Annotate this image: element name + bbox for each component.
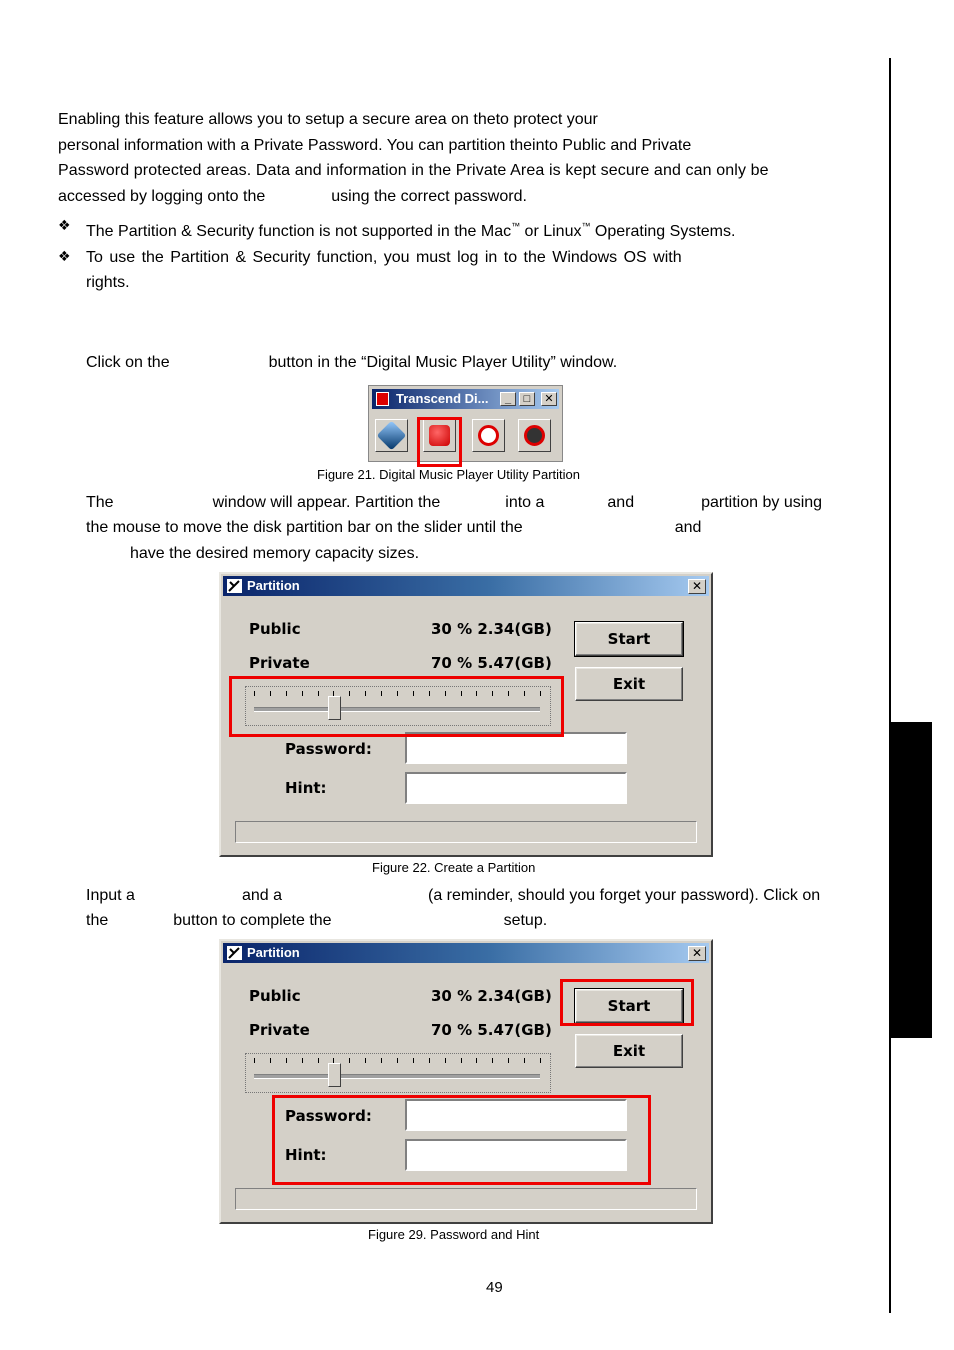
bullet-icon: ❖ bbox=[58, 249, 71, 265]
private-label: Private bbox=[249, 654, 310, 672]
utility-window-title: Transcend Di... bbox=[396, 391, 489, 406]
partition-tool-icon bbox=[227, 946, 242, 960]
slider-tick bbox=[524, 1058, 525, 1063]
status-bar bbox=[235, 1188, 697, 1210]
step2-line1 bbox=[86, 490, 868, 515]
exit-button[interactable]: Exit bbox=[575, 667, 683, 701]
slider-tick bbox=[318, 1058, 319, 1063]
start-button-highlight bbox=[560, 979, 694, 1026]
slider-highlight bbox=[229, 676, 564, 737]
dialog-close-button[interactable]: ✕ bbox=[688, 579, 706, 594]
step3-l1-b: and a bbox=[241, 887, 282, 904]
slider-tick bbox=[397, 1058, 398, 1063]
step3-l2-a: the bbox=[86, 912, 109, 929]
step2-l2-a: the mouse to move the disk partition bar on the slider until the bbox=[86, 519, 523, 536]
slider-tick bbox=[540, 1058, 541, 1063]
slider-tick bbox=[254, 1058, 255, 1063]
figure-22-caption: Figure 22. Create a Partition bbox=[372, 860, 536, 875]
utility-window bbox=[368, 385, 563, 462]
hint-label: Hint: bbox=[285, 779, 327, 797]
slider-tick bbox=[381, 1058, 382, 1063]
slider-tick bbox=[476, 1058, 477, 1063]
figure-29-caption: Figure 29. Password and Hint bbox=[368, 1227, 540, 1242]
slider-tick bbox=[413, 1058, 414, 1063]
slider-tick bbox=[445, 1058, 446, 1063]
step3-l2-c: setup. bbox=[503, 912, 548, 929]
hint-input[interactable] bbox=[405, 772, 627, 804]
slider-thumb[interactable] bbox=[328, 1063, 341, 1087]
minimize-button[interactable]: _ bbox=[500, 392, 516, 406]
step3-l1-c: (a reminder, should you forget your password). Click on bbox=[427, 887, 821, 904]
start-button[interactable]: Start bbox=[575, 622, 683, 656]
partition-tool-icon bbox=[227, 579, 242, 593]
slider-tick bbox=[286, 1058, 287, 1063]
dialog-close-button[interactable]: ✕ bbox=[688, 946, 706, 961]
slider-tick bbox=[302, 1058, 303, 1063]
step2-l1-e: partition by using bbox=[701, 494, 823, 511]
intro-line1-a: Enabling this feature allows you to setup a secure area on the bbox=[58, 111, 496, 128]
utility-title-bar bbox=[372, 389, 559, 409]
status-bar bbox=[235, 821, 697, 843]
step2-l1-b: window will appear. Partition the bbox=[212, 494, 441, 511]
dialog-title-bar bbox=[223, 943, 709, 963]
step2-line3: have the desired memory capacity sizes. bbox=[130, 545, 420, 562]
dialog-title-bar bbox=[223, 576, 709, 596]
password-hint-highlight bbox=[272, 1095, 651, 1185]
step3-line1 bbox=[86, 883, 868, 908]
partition-slider[interactable] bbox=[245, 1053, 551, 1093]
step2-l1-d: and bbox=[607, 494, 635, 511]
intro-line4-b: using the correct password. bbox=[331, 187, 527, 205]
public-label: Public bbox=[249, 987, 301, 1005]
intro-line2-a: personal information with a Private Password. You can partition the bbox=[58, 136, 533, 154]
slider-tick bbox=[365, 1058, 366, 1063]
slider-tick bbox=[492, 1058, 493, 1063]
lock-icon-button[interactable] bbox=[375, 419, 408, 452]
slider-track bbox=[254, 1074, 540, 1079]
close-button[interactable]: ✕ bbox=[541, 392, 557, 406]
step3-line2 bbox=[86, 908, 547, 933]
chapter-side-tab bbox=[891, 722, 932, 1038]
password-label: Password: bbox=[285, 1107, 372, 1125]
maximize-button[interactable]: □ bbox=[519, 392, 535, 406]
private-value: 70 % 5.47(GB) bbox=[431, 654, 552, 672]
note1-text-a: The Partition & Security function is not supported in the Mac bbox=[86, 223, 512, 240]
dialog-title: Partition bbox=[247, 578, 300, 593]
bullet-icon: ❖ bbox=[58, 218, 71, 234]
hint-label: Hint: bbox=[285, 1146, 327, 1164]
step1-text bbox=[86, 350, 617, 375]
intro-paragraph bbox=[58, 107, 868, 209]
step3-l1-a: Input a bbox=[86, 887, 135, 904]
password-label: Password: bbox=[285, 740, 372, 758]
note1-text-c: Operating Systems. bbox=[590, 223, 736, 240]
slider-tick bbox=[270, 1058, 271, 1063]
slider-tick bbox=[508, 1058, 509, 1063]
step2-line2 bbox=[86, 515, 701, 540]
page-right-rule bbox=[889, 58, 891, 1313]
step2-l1-c: into a bbox=[505, 494, 545, 511]
dialog-title: Partition bbox=[247, 945, 300, 960]
intro-line1-b: to protect your bbox=[495, 111, 598, 128]
transcend-app-icon bbox=[376, 392, 389, 406]
start-button[interactable]: Start bbox=[575, 989, 683, 1023]
partition-icon-highlight bbox=[417, 417, 462, 467]
page-number: 49 bbox=[486, 1279, 503, 1296]
step2-l2-b: and bbox=[674, 519, 702, 536]
public-value: 30 % 2.34(GB) bbox=[431, 987, 552, 1005]
slider-tick bbox=[429, 1058, 430, 1063]
intro-line3: Password protected areas. Data and information in the Private Area is kept secure and can only be bbox=[58, 162, 769, 179]
trademark-mac: ™ bbox=[511, 221, 521, 231]
note1-text-b: or Linux bbox=[520, 223, 582, 240]
step1-text-a: Click on the bbox=[86, 354, 170, 371]
private-value: 70 % 5.47(GB) bbox=[431, 1021, 552, 1039]
public-label: Public bbox=[249, 620, 301, 638]
note2-text-b: rights. bbox=[86, 274, 130, 291]
intro-line4-a: accessed by logging onto the bbox=[58, 187, 266, 205]
step1-text-b: button in the “Digital Music Player Utility” window. bbox=[268, 354, 618, 371]
private-label: Private bbox=[249, 1021, 310, 1039]
slider-tick bbox=[349, 1058, 350, 1063]
exit-button[interactable]: Exit bbox=[575, 1034, 683, 1068]
step3-l2-b: button to complete the bbox=[173, 912, 332, 929]
figure-21-caption: Figure 21. Digital Music Player Utility Partition bbox=[317, 467, 580, 482]
intro-line2-b: into Public and Private bbox=[532, 136, 692, 154]
firmware-disabled-icon-button[interactable] bbox=[518, 419, 551, 452]
slider-tick bbox=[461, 1058, 462, 1063]
note2-text-a: To use the Partition & Security function, you must log in to the Windows OS with bbox=[86, 249, 682, 266]
format-disabled-icon-button[interactable] bbox=[472, 419, 505, 452]
trademark-linux: ™ bbox=[581, 221, 591, 231]
step2-l1-a: The bbox=[86, 494, 114, 511]
public-value: 30 % 2.34(GB) bbox=[431, 620, 552, 638]
